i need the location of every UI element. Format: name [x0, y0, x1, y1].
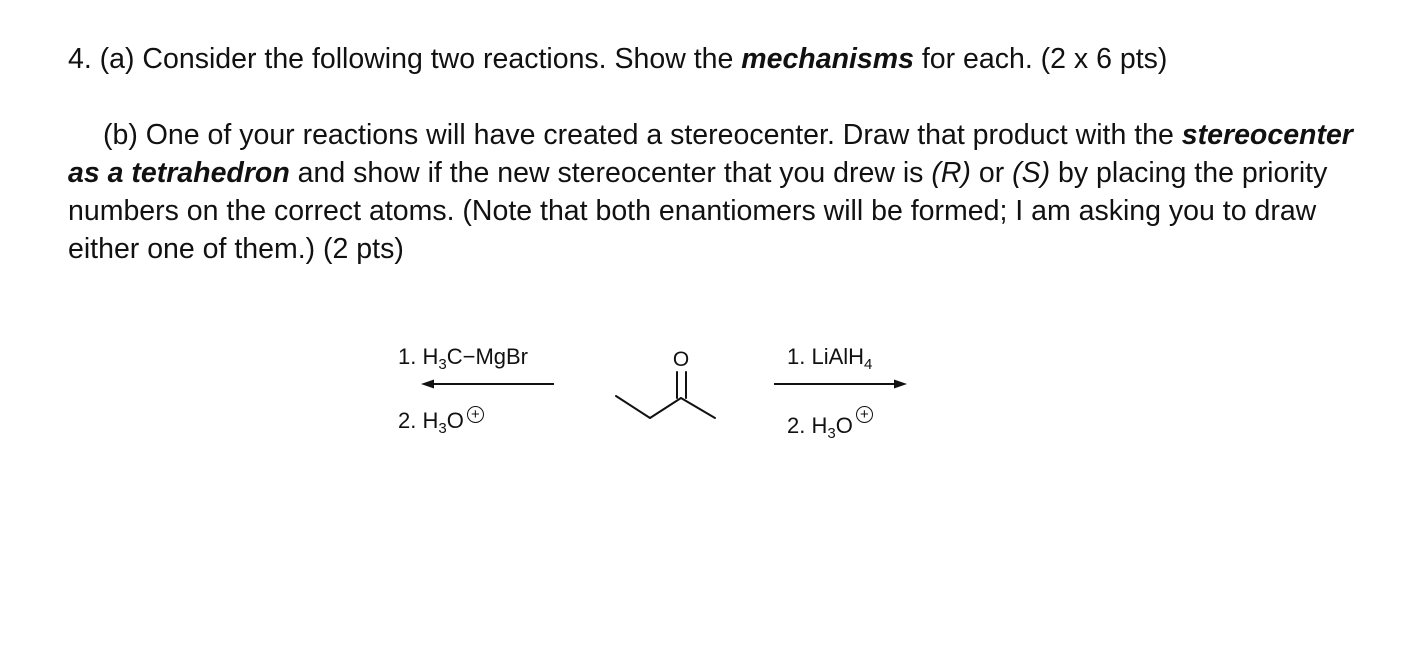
left-reagent-step-1: 1. $H_3C-MgBr$ — [398, 344, 528, 373]
left-arrow-icon — [421, 380, 554, 389]
right-reagent-step-2: 2. $H_3O$ + — [787, 406, 873, 439]
part-a-emphasis: mechanisms — [741, 43, 914, 75]
part-b-s-label: (S) — [1012, 157, 1051, 189]
part-b-text-1: (b) One of your reactions will have created a stereocenter. Draw that product with the — [103, 119, 1182, 151]
positive-charge-icon: + — [856, 406, 873, 423]
right-reagent-step-1: 1. LiAlH$_4$ — [787, 344, 873, 373]
left-reagent-step-2: 2. $H_3O$ + — [398, 406, 484, 434]
part-b-text-4: by placing the priority numbers on the correct atoms. (Note that both enantiomers will be formed; I am asking you to draw either one of them.) (2 pts) — [68, 157, 1328, 265]
part-a-text-1: 4. (a) Consider the following two reactions. Show the — [68, 43, 742, 75]
part-b-r-label: (R) — [931, 157, 971, 189]
bond — [681, 398, 715, 418]
part-a-text-2: for each. (2 x 6 pts) — [913, 43, 1168, 75]
bond — [616, 396, 650, 418]
part-b-emphasis: stereocenter as a tetrahedron — [68, 119, 1353, 189]
right-arrow-icon — [774, 380, 907, 389]
part-b-text-3: or — [970, 157, 1013, 189]
bond — [650, 398, 681, 418]
oxygen-atom-label: O — [672, 348, 690, 371]
part-b-text-2: and show if the new stereocenter that you drew is — [289, 157, 932, 189]
butanone-molecule — [616, 372, 715, 418]
positive-charge-icon: + — [467, 406, 484, 423]
